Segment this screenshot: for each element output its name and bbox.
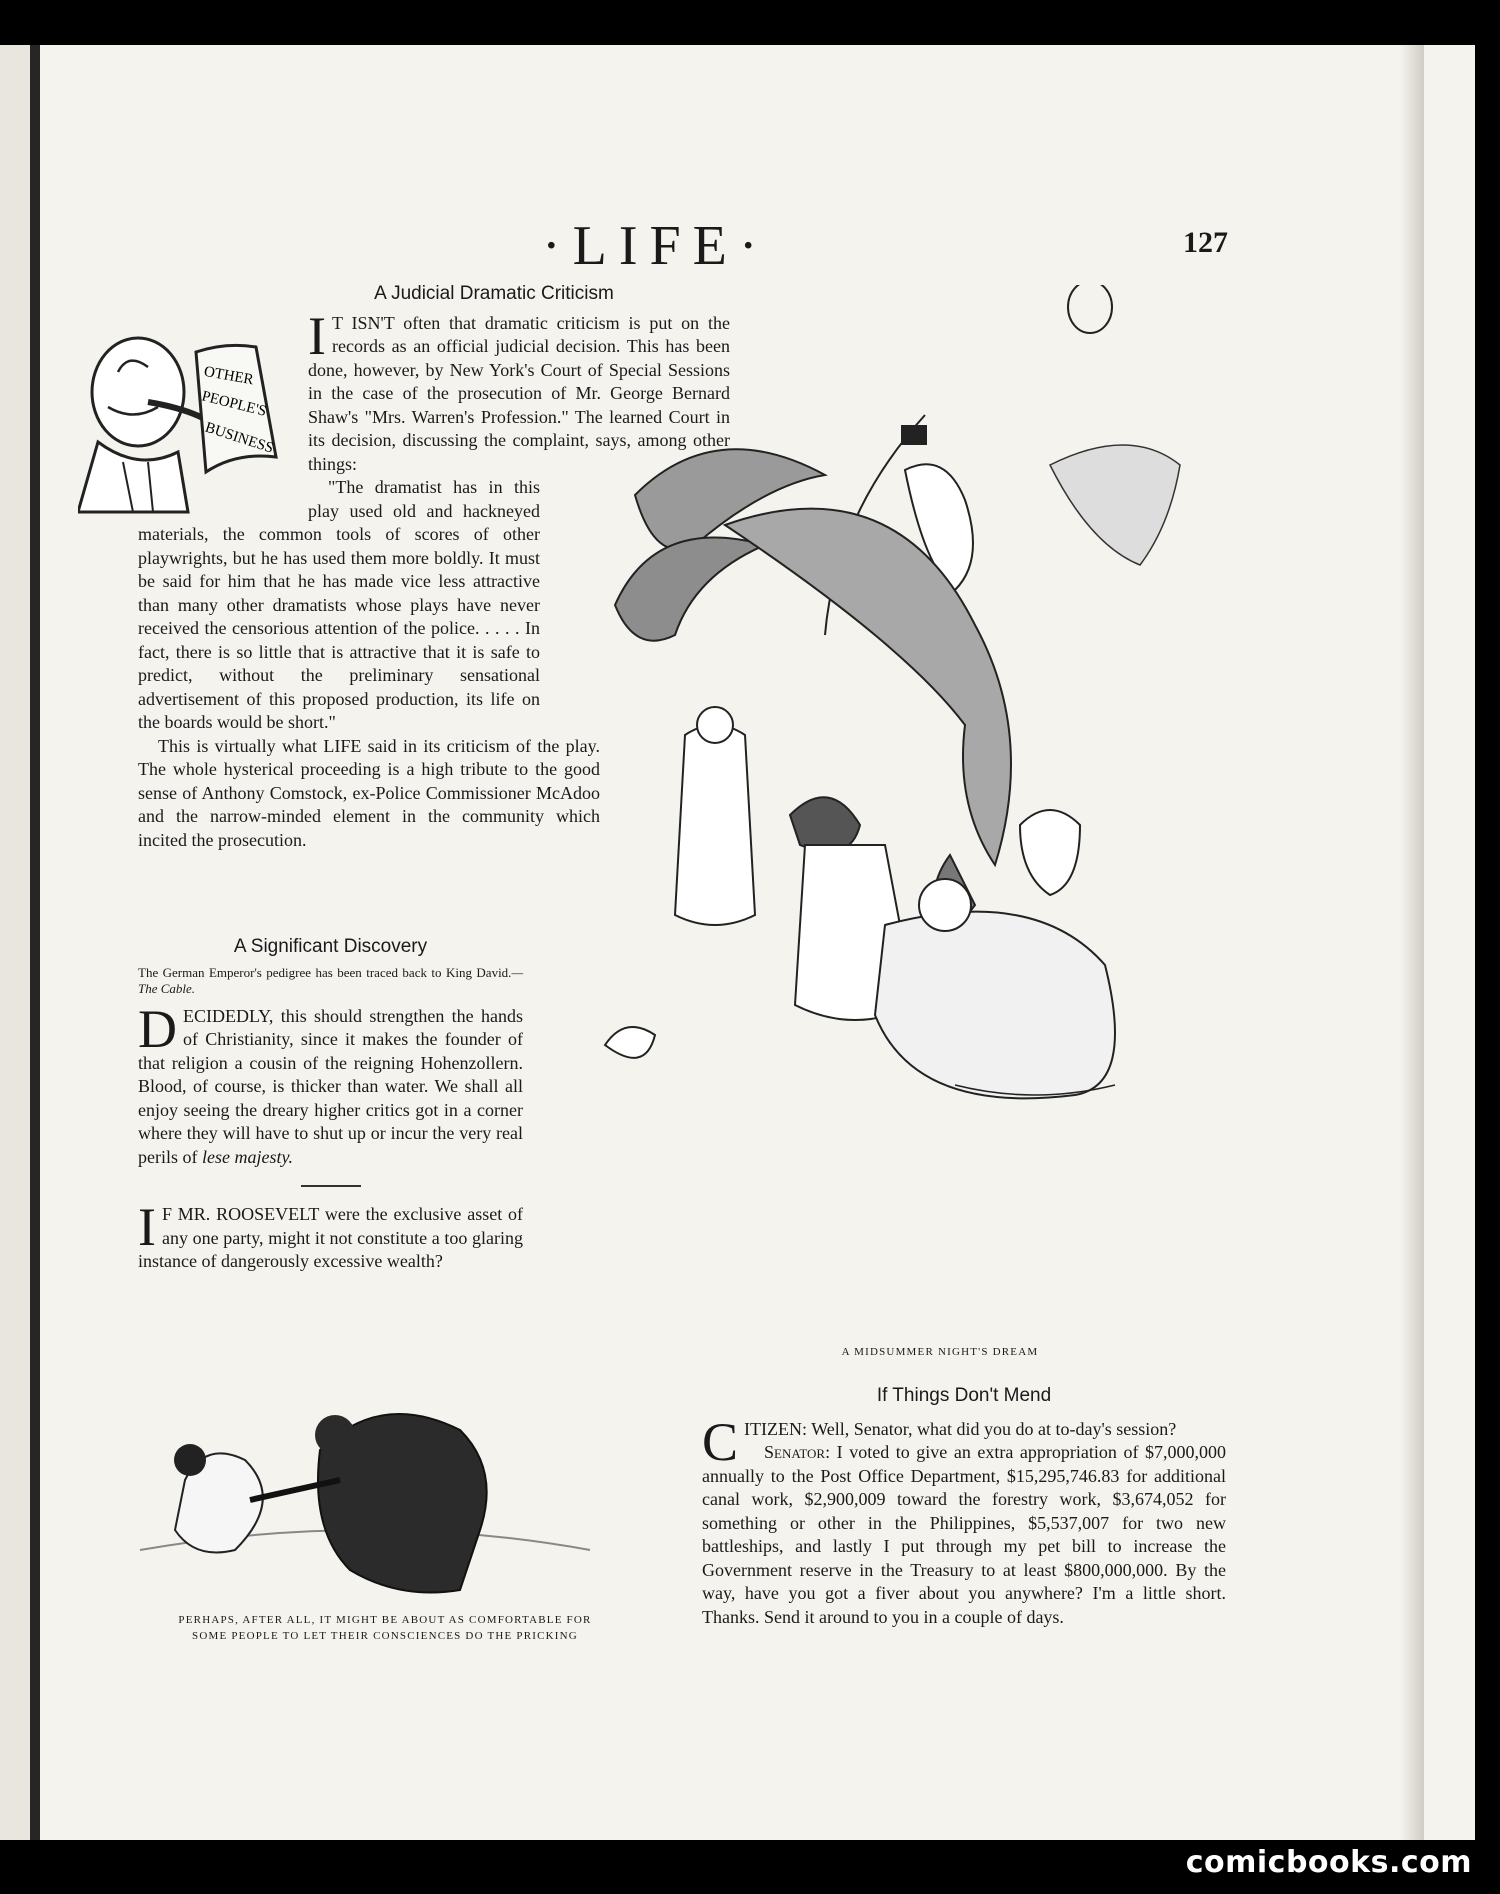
article-body-italic: lese majesty. (201, 1146, 293, 1167)
dropcap: C (702, 1411, 739, 1472)
other-peoples-business-vignette (78, 312, 300, 522)
article-body: ECIDEDLY, this should strengthen the hands of Christianity, since it makes the founder of that religion a cousin of the reigning Hohenzollern. Blood, of course, is thicker than water. We shall all enjoy seeing the dreary higher critics got in a corner where they will have to shut up or incur the very real perils of (138, 1005, 523, 1167)
conscience-cartoon-illustration (130, 1370, 600, 1600)
roosevelt-paragraph: F MR. ROOSEVELT were the exclusive asset of any one party, might it not constitute a too glaring instance of dangerously excessive wealth? (138, 1204, 523, 1271)
epigraph: The German Emperor's pedigree has been traced back to King David.—The Cable. (138, 964, 523, 996)
article-lead: T ISN'T often that dramatic criticism is put on the records as an official judicial decision. This has been done, however, by New York's Court of Special Sessions in the case of the prosecution of Mr. George Bernard Shaw's "Mrs. Warren's Profession." The learned Court in its decision, discussing the complaint, says, among other things: (308, 312, 730, 474)
midsummer-nights-dream-illustration (545, 285, 1195, 1285)
article-significant-discovery (138, 935, 523, 1274)
citizen-line: Well, Senator, what did you do at to-day's session? (811, 1418, 1177, 1439)
main-illustration-caption: A MIDSUMMER NIGHT'S DREAM (841, 1346, 1039, 1358)
speaker-label: Senator: (764, 1442, 831, 1462)
busybody-figure-icon (78, 312, 300, 522)
dropcap: I (308, 305, 326, 366)
svg-text:OTHER: OTHER (202, 363, 255, 388)
page-gutter-shadow (1400, 45, 1424, 1840)
page-number: 127 (1183, 226, 1228, 259)
svg-text:BUSINESS: BUSINESS (203, 419, 276, 457)
article-conclusion: This is virtually what LIFE said in its criticism of the play. The whole hysterical proceeding is a high tribute to the good sense of Anthony Comstock, ex-Police Commissioner McAdoo and the narrow-minded element in the community which incited the prosecution. (138, 735, 600, 850)
article-quote: "The dramatist has in this play used old and hackneyed materials, the common tools of scores of other playwrights, but he has used them more boldly. It must be said for him that he has made vice less attractive than many other dramatists whose plays have never received the censorious attention of the police. . . . . In fact, there is so little that is attractive that it is safe to predict, without the preliminary sensational advertisement of this proposed production, its life on the boards would be short." (138, 477, 540, 732)
article-if-things-dont-mend (702, 1384, 1226, 1629)
article-heading: If Things Don't Mend (876, 1385, 1052, 1406)
svg-text:PEOPLE'S: PEOPLE'S (199, 387, 268, 420)
section-divider (301, 1185, 361, 1187)
bottom-illustration-caption: PERHAPS, AFTER ALL, IT MIGHT BE ABOUT AS COMFORTABLE FOR SOME PEOPLE TO LET THEIR CONSCIENCES DO THE PRICKING (178, 1614, 592, 1642)
senator-line: I voted to give an extra appropriation of $7,000,000 annually to the Post Office Department, $15,295,746.83 for additional canal work, $2,900,009 toward the forestry work, $3,674,052 for something or other in the Philippines, $5,537,007 for two new battleships, and lastly I put through my pet bill to increase the Government reserve in the Treasury to at least $800,000,000. By the way, have you got a fiver about you anywhere? I'm a little short. Thanks. Send it around to you in a couple of days. (702, 1442, 1227, 1627)
article-heading: A Judicial Dramatic Criticism (374, 283, 614, 304)
dropcap: D (138, 998, 177, 1059)
masthead-title: ·LIFE· (542, 215, 770, 277)
dropcap: I (138, 1197, 156, 1257)
speaker-label: ITIZEN: (744, 1418, 808, 1439)
article-heading: A Significant Discovery (233, 936, 428, 957)
watermark-text: comicbooks.com (1185, 1845, 1472, 1880)
